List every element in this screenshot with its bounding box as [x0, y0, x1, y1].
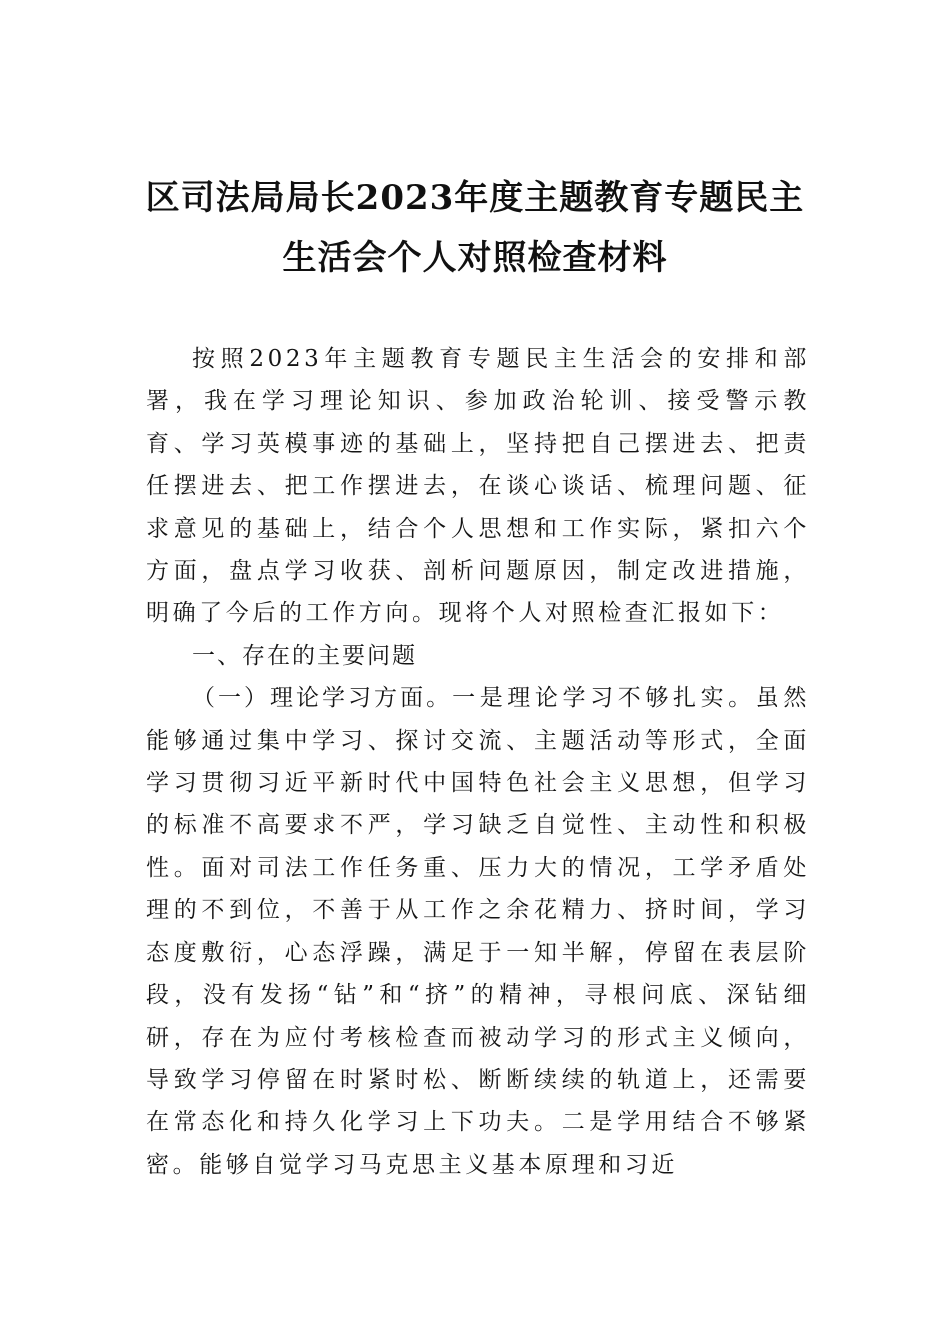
- subsection-heading-theory-study: （一）理论学习方面。: [192, 685, 453, 712]
- section-heading-main-problems: 一、存在的主要问题: [192, 642, 417, 669]
- document-title: [120, 168, 830, 288]
- theory-study-paragraph: [146, 677, 810, 1186]
- document-title-line-1: 区司法局局长2023年度主题教育专题民主: [145, 178, 805, 218]
- document-body: [146, 338, 810, 1186]
- theory-study-text: 一是理论学习不够扎实。虽然能够通过集中学习、探讨交流、主题活动等形式，全面学习贯彻习近平新时代中国特色社会主义思想，但学习的标准不高要求不严，学习缺乏自觉性、主动性和积极性。面对司法工作任务重、压力大的情况，工学矛盾处理的不到位，不善于从工作之余花精力、挤时间，学习态度敷衍，心态浮躁，满足于一知半解，停留在表层阶段，没有发扬“钻”和“挤”的精神，寻根问底、深钻细研，存在为应付考核检查而被动学习的形式主义倾向，导致学习停留在时紧时松、断断续续的轨道上，还需要在常态化和持久化学习上下功夫。二是学用结合不够紧密。能够自觉学习马克思主义基本原理和习近: [146, 685, 810, 1178]
- document-title-line-2: 生活会个人对照检查材料: [282, 238, 668, 278]
- intro-paragraph: 按照2023年主题教育专题民主生活会的安排和部署，我在学习理论知识、参加政治轮训、接受警示教育、学习英模事迹的基础上，坚持把自己摆进去、把责任摆进去、把工作摆进去，在谈心谈话、梳理问题、征求意见的基础上，结合个人思想和工作实际，紧扣六个方面，盘点学习收获、剖析问题原因，制定改进措施，明确了今后的工作方向。现将个人对照检查汇报如下：: [146, 346, 810, 627]
